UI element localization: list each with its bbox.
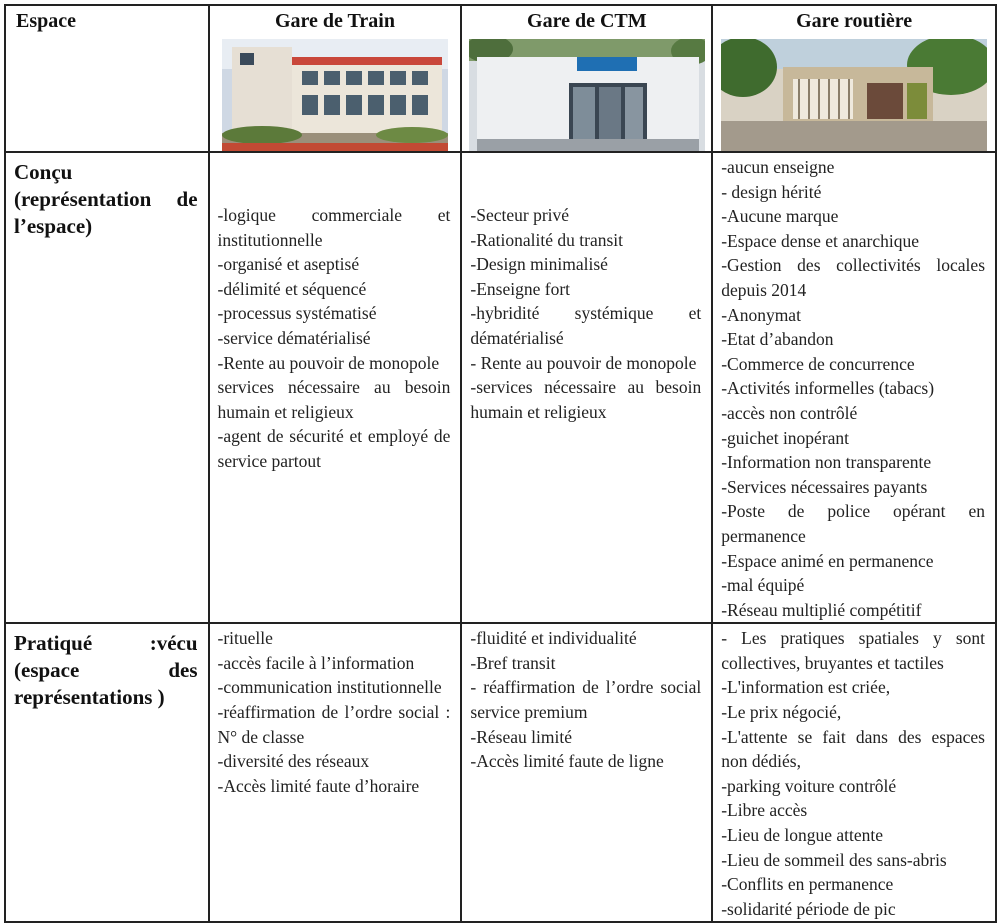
list-item: - réaffirmation de l’ordre social service premium <box>470 677 702 723</box>
routiere-header-cell <box>712 5 996 152</box>
list-item: services nécessaire au besoin humain et religieux <box>217 377 451 422</box>
list-item: -Lieu de sommeil des sans-abris <box>721 849 947 870</box>
list-item: -diversité des réseaux <box>217 751 370 772</box>
list-item: -processus systématisé <box>217 303 377 324</box>
pratique-title: Pratiqué :vécu (espace des représentations ) <box>14 631 198 710</box>
pratique-routiere-list <box>713 624 995 921</box>
list-item: -agent de sécurité et employé de service partout <box>217 426 451 471</box>
list-item: -Le prix négocié, <box>721 702 842 723</box>
pratique-title-cell <box>5 623 209 922</box>
list-item: -Design minimalisé <box>470 254 608 275</box>
concu-train-cell <box>209 152 462 623</box>
list-item: - Les pratiques spatiales y sont collectives, bruyantes et tactiles <box>721 628 985 673</box>
list-item: -Anonymat <box>721 304 801 325</box>
list-item: -rituelle <box>217 628 273 649</box>
bus-station-title: Gare routière <box>796 10 913 32</box>
concu-routiere-list <box>713 153 995 622</box>
list-item: -Accès limité faute d’horaire <box>217 775 420 796</box>
list-item: -service dématérialisé <box>217 327 371 348</box>
ctm-station-photo <box>469 39 705 151</box>
bus-station-photo <box>721 39 987 151</box>
list-item: -Etat d’abandon <box>721 329 834 350</box>
list-item: -réaffirmation de l’ordre social : N° de classe <box>217 702 451 747</box>
list-item: -Rente au pouvoir de monopole <box>217 352 440 373</box>
list-item: -Lieu de longue attente <box>721 825 884 846</box>
list-item: -Espace dense et anarchique <box>721 230 919 251</box>
concu-title: Conçu (représentation de l’espace) <box>14 160 198 238</box>
space-label: Espace <box>16 10 76 32</box>
list-item: -accès facile à l’information <box>217 652 415 673</box>
list-item: -Commerce de concurrence <box>721 353 915 374</box>
concu-train-list <box>210 153 461 474</box>
list-item: -Activités informelles (tabacs) <box>721 378 935 399</box>
list-item: -services nécessaire au besoin humain et religieux <box>470 377 702 422</box>
list-item: -guichet inopérant <box>721 427 850 448</box>
list-item: -Réseau limité <box>470 726 572 747</box>
concu-ctm-list <box>462 153 711 424</box>
header-row <box>5 5 996 152</box>
pratique-routiere-cell <box>712 623 996 922</box>
pratique-row <box>5 623 996 922</box>
list-item: -Libre accès <box>721 800 808 821</box>
pratique-ctm-cell <box>461 623 712 922</box>
list-item: -logique commerciale et institutionnelle <box>217 205 451 250</box>
list-item: -L'attente se fait dans des espaces non dédiés, <box>721 726 985 772</box>
list-item: -accès non contrôlé <box>721 402 858 423</box>
list-item: -aucun enseigne <box>721 157 835 177</box>
train-station-title: Gare de Train <box>274 10 395 32</box>
list-item: -fluidité et individualité <box>470 628 637 649</box>
list-item: -Poste de police opérant en permanence <box>721 501 985 546</box>
list-item: -hybridité systémique et dématérialisé <box>470 303 702 348</box>
list-item: -Secteur privé <box>470 205 570 225</box>
list-item: -Aucune marque <box>721 206 839 227</box>
ctm-station-title: Gare de CTM <box>527 10 647 32</box>
concu-title-cell <box>5 152 209 623</box>
list-item: -délimité et séquencé <box>217 278 367 299</box>
list-item: -Enseigne fort <box>470 278 571 299</box>
list-item: -communication institutionnelle <box>217 677 442 698</box>
list-item: - Rente au pouvoir de monopole <box>470 352 697 373</box>
list-item: -Réseau multiplié compétitif <box>721 599 922 620</box>
train-header-cell <box>209 5 462 152</box>
pratique-train-cell <box>209 623 462 922</box>
list-item: -Espace animé en permanence <box>721 550 934 571</box>
concu-row <box>5 152 996 623</box>
space-header-cell <box>5 5 209 152</box>
ctm-header-cell <box>461 5 712 152</box>
pratique-train-list <box>210 624 461 798</box>
list-item: -Bref transit <box>470 652 556 673</box>
list-item: -mal équipé <box>721 575 805 596</box>
list-item: -parking voiture contrôlé <box>721 775 897 796</box>
list-item: -Services nécessaires payants <box>721 476 928 497</box>
list-item: - design hérité <box>721 181 822 202</box>
list-item: -solidarité période de pic <box>721 898 896 919</box>
pratique-ctm-list <box>462 624 711 774</box>
train-station-photo <box>222 39 448 151</box>
list-item: -organisé et aseptisé <box>217 254 360 275</box>
list-item: -Gestion des collectivités locales depuis 2014 <box>721 255 985 300</box>
concu-routiere-cell <box>712 152 996 623</box>
list-item: -L'information est criée, <box>721 677 891 698</box>
list-item: -Conflits en permanence <box>721 874 894 895</box>
list-item: -Information non transparente <box>721 452 932 473</box>
comparison-table <box>4 4 997 923</box>
list-item: -Rationalité du transit <box>470 229 624 250</box>
list-item: -Accès limité faute de ligne <box>470 751 664 772</box>
concu-ctm-cell <box>461 152 712 623</box>
